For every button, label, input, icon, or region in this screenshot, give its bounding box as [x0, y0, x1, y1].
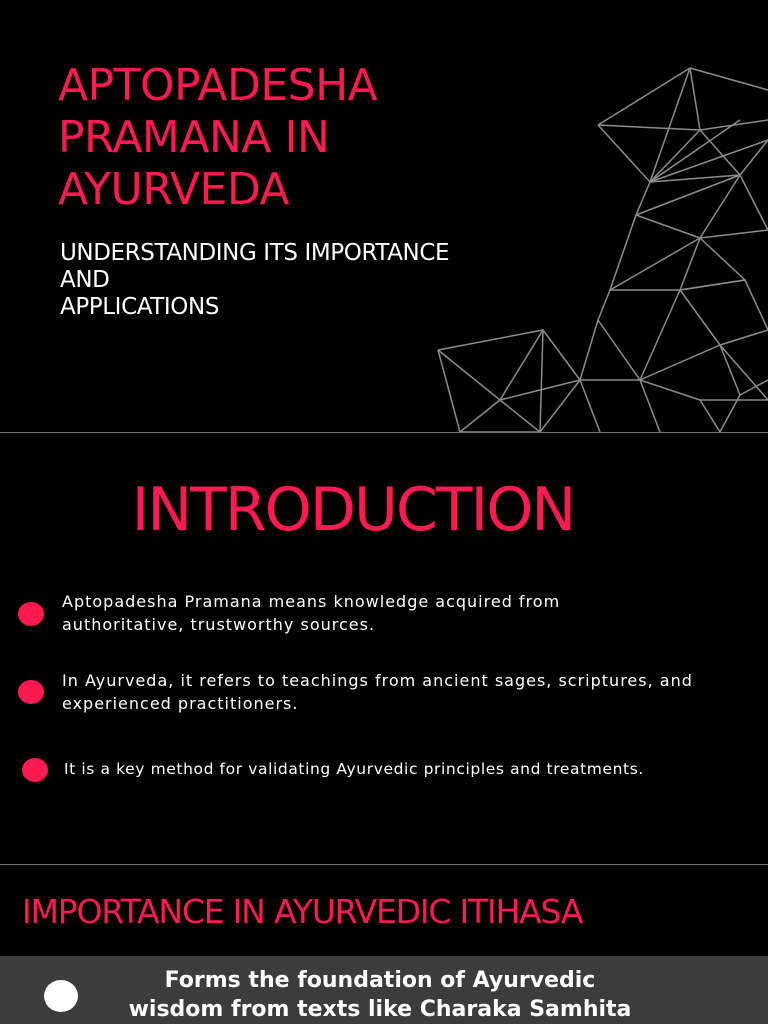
bullet-dot-icon [18, 602, 44, 626]
bullet-dot-icon [22, 758, 48, 782]
bullet-text: It is a key method for validating Ayurvedic principles and treatments. [64, 760, 644, 778]
importance-text-line: wisdom from texts like Charaka Samhita [128, 997, 632, 1022]
importance-text [110, 966, 650, 1024]
bullet-dot-icon [44, 980, 78, 1012]
title-line: AYURVEDA [58, 164, 290, 215]
importance-title: IMPORTANCE IN AYURVEDIC ITIHASA [22, 892, 583, 931]
slide-divider [0, 864, 768, 865]
bullet-dot-icon [18, 680, 44, 704]
importance-slide [0, 866, 768, 1024]
importance-text-line: Forms the foundation of Ayurvedic [164, 968, 596, 993]
bullet-text: Aptopadesha Pramana means knowledge acquired from authoritative, trustworthy sources. [62, 592, 561, 634]
title-line: APTOPADESHA [58, 60, 378, 111]
subtitle-line: UNDERSTANDING ITS IMPORTANCE [60, 240, 450, 266]
subtitle-line: APPLICATIONS [60, 294, 220, 320]
introduction-title: INTRODUCTION [131, 475, 575, 545]
slide-divider [0, 432, 768, 433]
bullet-text: In Ayurveda, it refers to teachings from ancient sages, scriptures, and experienced practitioners. [62, 671, 693, 713]
introduction-slide [0, 434, 768, 864]
title-line: PRAMANA IN [58, 112, 330, 163]
slide-subtitle [60, 240, 520, 321]
title-slide [0, 0, 768, 432]
slide-title [58, 60, 478, 216]
subtitle-line: AND [60, 267, 110, 293]
